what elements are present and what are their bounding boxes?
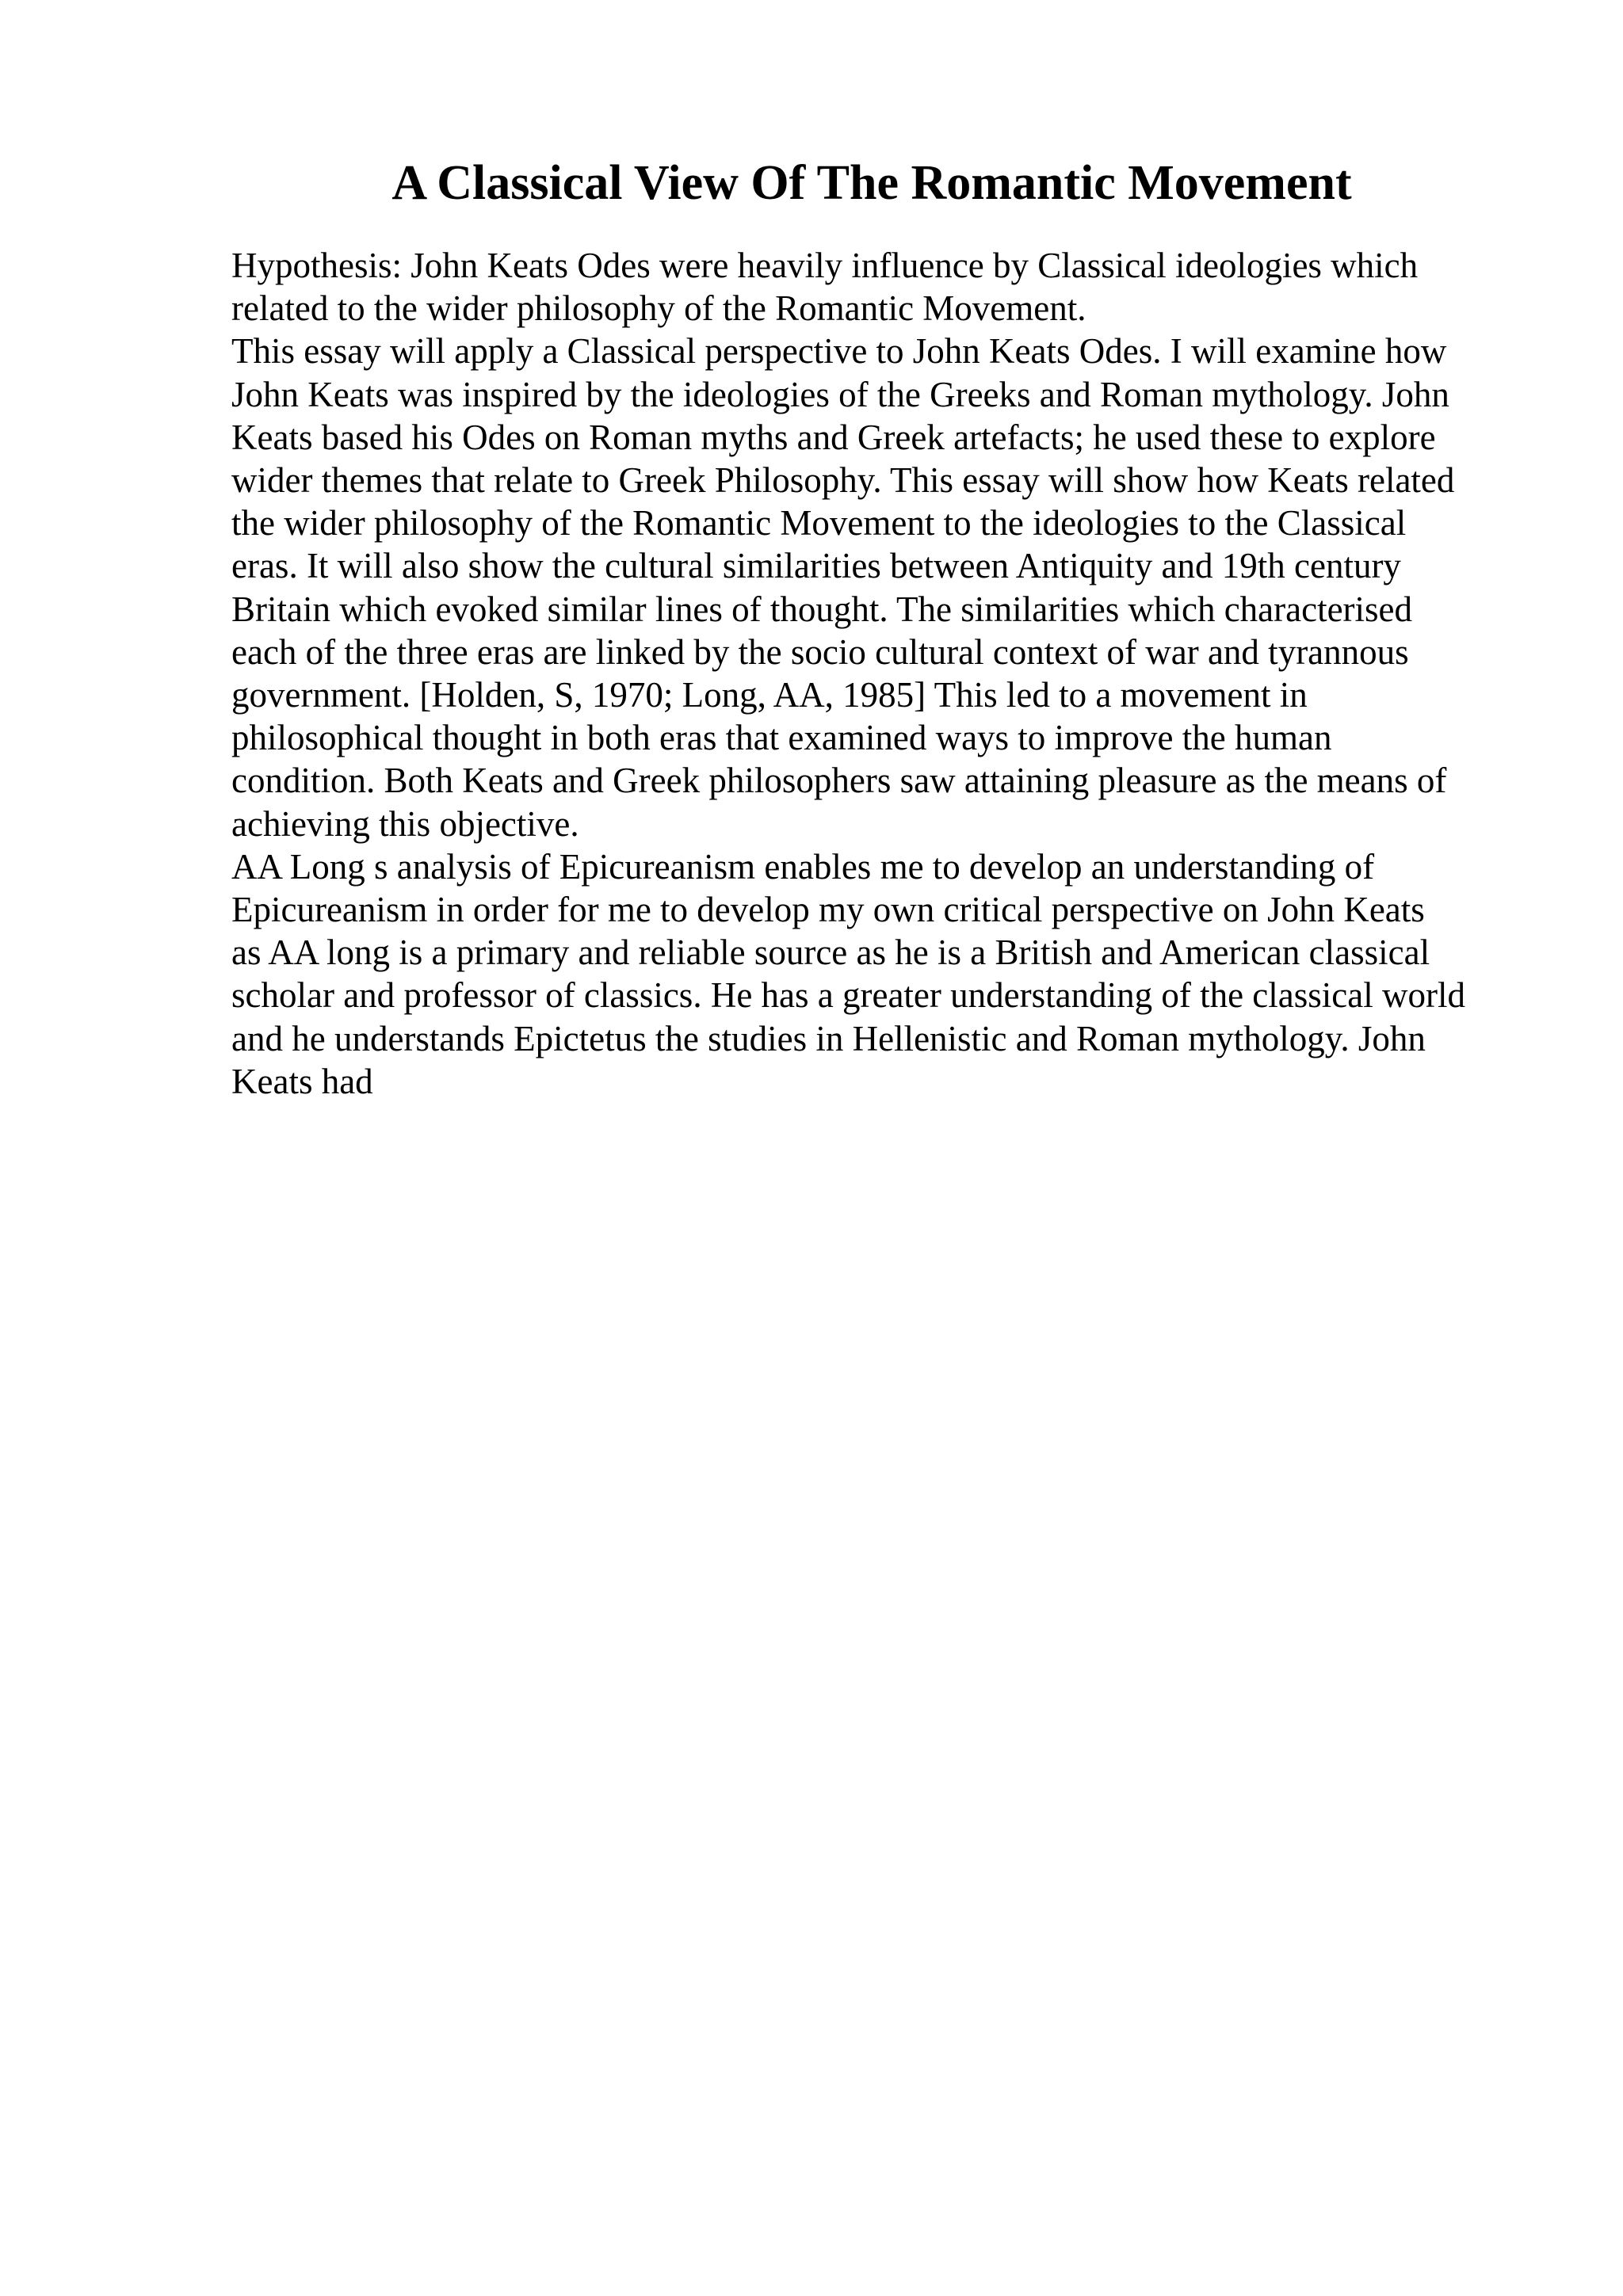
- document-title: A Classical View Of The Romantic Movement: [391, 156, 1352, 210]
- text-line: each of the three eras are linked by the socio cultural context of war and tyrannous: [231, 631, 1409, 672]
- text-line: Hypothesis: John Keats Odes were heavily influence by Classical ideologies which: [231, 246, 1419, 285]
- document-body: [231, 244, 1594, 1103]
- text-line: eras. It will also show the cultural similarities between Antiquity and 19th century: [231, 546, 1401, 586]
- text-line: achieving this objective.: [231, 803, 579, 844]
- text-line: government. [Holden, S, 1970; Long, AA, 1985] This led to a movement in: [231, 675, 1308, 715]
- text-line: This essay will apply a Classical perspective to John Keats Odes. I will examine how: [231, 331, 1447, 372]
- text-line: condition. Both Keats and Greek philosophers saw attaining pleasure as the means of: [231, 761, 1447, 801]
- text-line: Keats had: [231, 1061, 373, 1101]
- text-line: wider themes that relate to Greek Philosophy. This essay will show how Keats related: [231, 460, 1455, 501]
- text-line: Keats based his Odes on Roman myths and Greek artefacts; he used these to explore: [231, 417, 1436, 457]
- text-line: Britain which evoked similar lines of thought. The similarities which characterised: [231, 589, 1413, 629]
- text-line: AA Long s analysis of Epicureanism enables me to develop an understanding of: [231, 846, 1375, 887]
- text-line: scholar and professor of classics. He has a greater understanding of the classical world: [231, 975, 1465, 1016]
- text-line: the wider philosophy of the Romantic Movement to the ideologies to the Classical: [231, 503, 1407, 543]
- text-line: Epicureanism in order for me to develop my own critical perspective on John Keats: [231, 890, 1425, 930]
- text-line: John Keats was inspired by the ideologies of the Greeks and Roman mythology. John: [231, 374, 1449, 414]
- text-line: philosophical thought in both eras that examined ways to improve the human: [231, 718, 1332, 758]
- text-line: related to the wider philosophy of the Romantic Movement.: [231, 288, 1086, 329]
- text-line: and he understands Epictetus the studies in Hellenistic and Roman mythology. John: [231, 1018, 1426, 1058]
- text-line: as AA long is a primary and reliable source as he is a British and American classical: [231, 933, 1430, 973]
